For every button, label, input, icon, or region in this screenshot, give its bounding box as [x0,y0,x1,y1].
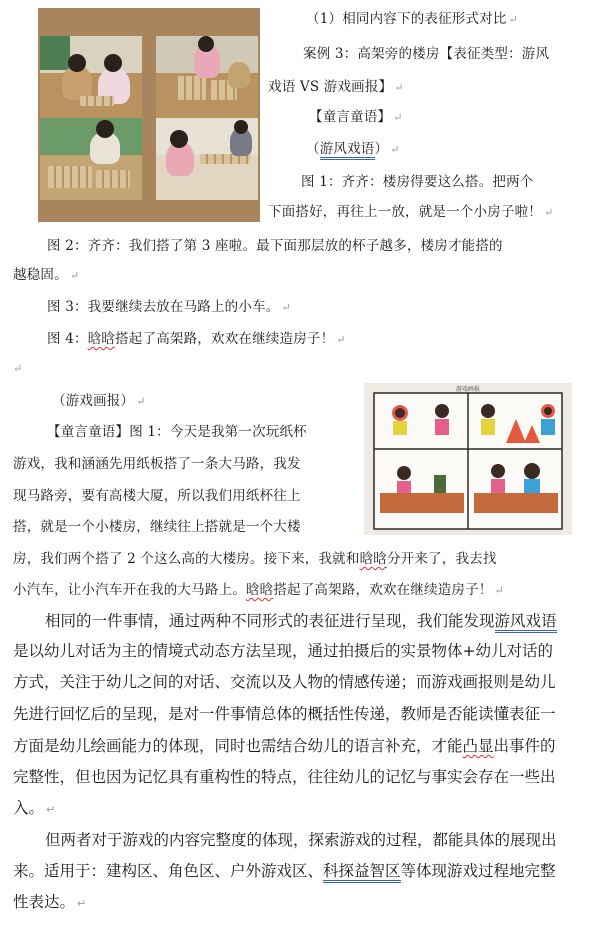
kids-words-heading: 【童言童语】 ↵ [309,109,403,125]
paragraph-1-line-1: 相同的一件事情，通过两种不同形式的表征进行呈现，我们能发现游风戏语 [45,611,557,631]
paragraph-2-line-2: 来。适用于：建构区、角色区、户外游戏区、科探益智区等体现游戏过程地完整 [13,861,556,881]
paragraph-1-line-5: 方面是幼儿绘画能力的体现，同时也需结合幼儿的语言补充，才能凸显出事件的 [13,737,556,755]
youfeng-label: （游风戏语） ↵ [306,140,400,159]
fig1-line-2: 下面搭好，再往上一放，就是一个小房子啦！ ↵ [268,204,554,220]
paragraph-1-line-7: 入。 ↵ [13,799,56,817]
huabao-label: （游戏画报） ↵ [52,393,146,409]
paragraph-1-line-3: 方式，关注于幼儿之间的对话、交流以及人物的情感传递；而游戏画报则是幼儿 [13,673,556,691]
game-drawing[interactable] [364,383,572,535]
fig3-line: 图 3：我要继续去放在马路上的小车。 ↵ [47,299,291,315]
huabao-line-4: 搭，就是一个小楼房，继续往上搭就是一个大楼 [13,519,301,535]
fig2-line-1: 图 2：齐齐：我们搭了第 3 座啦。最下面那层放的杯子越多，楼房才能搭的 [47,238,503,254]
photo-1 [40,36,142,118]
paragraph-1-line-2: 是以幼儿对话为主的情境式动态方法呈现，通过拍摄后的实景物体+幼儿对话的 [13,642,553,660]
name-hanhan: 晗晗 [245,582,274,598]
huabao-line-3: 现马路旁，要有高楼大厦，所以我们用纸杯往上 [13,488,301,504]
photo-4 [156,118,258,200]
section-heading: （1）相同内容下的表征形式对比 ↵ [306,11,519,27]
child-drawing-illustration [364,383,572,535]
paragraph-2-line-1: 但两者对于游戏的内容完整度的体现，探索游戏的过程，都能具体的展现出 [45,831,557,849]
paragraph-1-line-6: 完整性，但也因为记忆具有重构性的特点，往往幼儿的记忆与事实会存在一些出 [13,768,556,786]
huabao-line-5: 房，我们两个搭了 2 个这么高的大楼房。接下来，我就和晗晗分开来了，我去找 [13,551,497,567]
fig4-line: 图 4：晗晗搭起了高架路，欢欢在继续造房子！ ↵ [47,331,346,347]
case-title-line-1: 案例 3：高架旁的楼房【表征类型：游风 [303,46,550,62]
photo-2 [156,36,258,118]
case-title-line-2: 戏语 VS 游戏画报】 ↵ [268,79,404,95]
name-hanhan: 晗晗 [87,331,116,347]
photo-3 [40,118,142,200]
term-youfeng[interactable]: 游风戏语 [495,612,557,633]
photo-collage[interactable] [38,8,260,222]
fig2-line-2: 越稳固。 ↵ [13,267,80,283]
drawing-caption: 游戏画报 [455,386,481,393]
empty-paragraph-mark: ↵ [13,362,23,375]
paragraph-2-line-3: 性表达。 ↵ [13,893,87,911]
word-tuxian: 凸显 [462,737,494,755]
term-ketan-yizhiqu[interactable]: 科探益智区 [323,862,401,883]
huabao-line-1: 【童言童语】图 1：今天是我第一次玩纸杯 [47,424,307,440]
fig1-line-1: 图 1：齐齐：楼房得要这么搭。把两个 [301,174,534,190]
huabao-line-2: 游戏，我和涵涵先用纸板搭了一条大马路，我发 [13,456,301,472]
name-hanhan: 晗晗 [359,551,387,567]
huabao-line-6: 小汽车，让小汽车开在我的大马路上。晗晗搭起了高架路，欢欢在继续造房子！ ↵ [13,582,504,598]
youfeng-term[interactable]: 游风戏语 [320,141,375,160]
paragraph-1-line-4: 先进行回忆后的呈现，是对一件事情总体的概括性传递，教师是否能读懂表征一 [13,705,556,723]
